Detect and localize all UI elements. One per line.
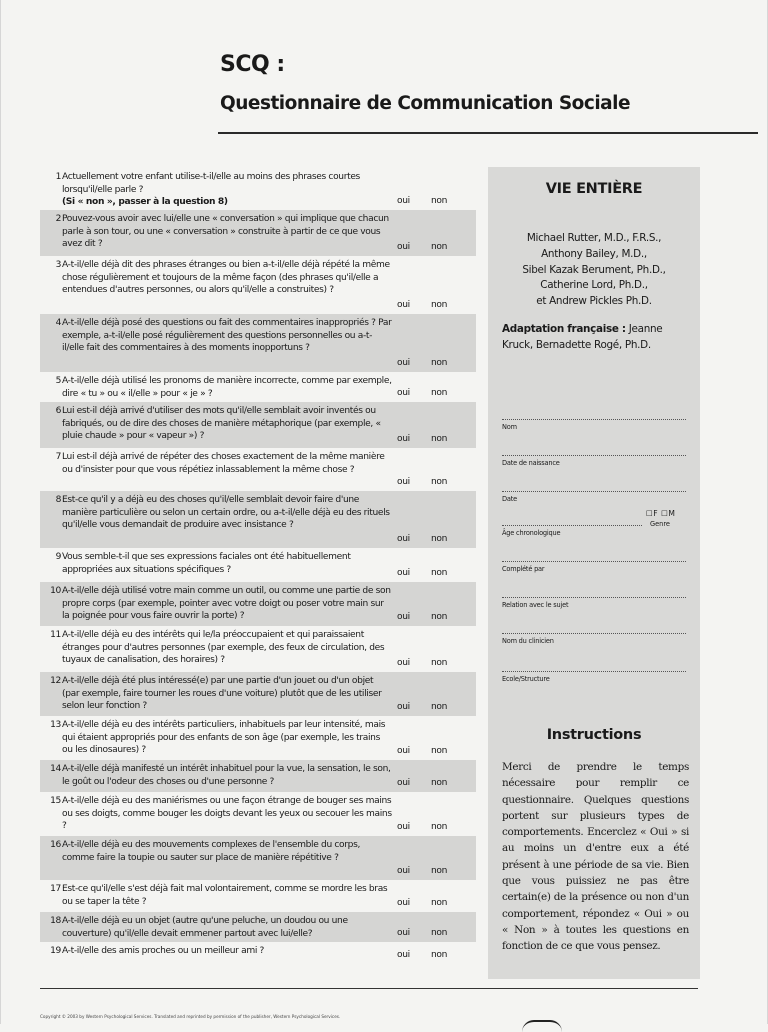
adaptation-label: Adaptation française :	[502, 323, 626, 335]
answer-oui[interactable]: oui	[397, 300, 410, 311]
adaptation-names: Jeanne Kruck, Bernadette Rogé, Ph.D.	[502, 323, 663, 351]
question-number: 6	[55, 406, 61, 416]
question-number: 13	[50, 720, 61, 730]
answer-oui[interactable]: oui	[397, 746, 410, 757]
field-label: Date de naissance	[502, 459, 560, 467]
question-text: Vous semble-t-il que ses expressions faciales ont été habituellement appropriées aux situations spécifiques ?	[62, 552, 351, 575]
answer-non[interactable]: non	[431, 300, 448, 311]
sex-label: Genre	[650, 520, 670, 528]
answer-non[interactable]: non	[431, 388, 448, 399]
question-number: 12	[50, 676, 61, 686]
footer-divider	[40, 988, 698, 989]
question-number: 17	[50, 884, 61, 894]
question-text: A-t-il/elle déjà eu des intérêts qui le/la préoccupaient et qui paraissaient étranges pour d'autres personnes (par exemple, des feux de circulation, des tuyaux de canalisation, des horaires) ?	[62, 630, 385, 666]
question-row	[40, 548, 476, 582]
answer-non[interactable]: non	[431, 434, 448, 445]
school-field[interactable]	[502, 651, 686, 683]
answer-oui[interactable]: oui	[397, 568, 410, 579]
question-number: 1	[55, 172, 61, 182]
answer-oui[interactable]: oui	[397, 778, 410, 789]
question-number: 2	[55, 214, 61, 224]
question-text: A-t-il/elle déjà dit des phrases étranges ou bien a-t-il/elle déjà répété la même chose régulièrement et toujours de la même façon (des phrases qu'il/elle a entendues d'autres personnes, ou alors qu'il/elle a construites) ?	[62, 260, 390, 296]
instructions-text: Merci de prendre le temps nécessaire pour remplir ce questionnaire. Quelques questions portent sur plusieurs types de comportements. Encerclez « Oui » si au moins un d'entre eux a été présent à une période de sa vie. Bien que vous puissiez ne pas être certain(e) de la présence ou non d'un comportement, répondez « Oui » ou « Non » à toutes les questions en fonction de ce que vous pensez.	[502, 761, 689, 953]
field-label: Complété par	[502, 565, 545, 573]
answer-oui[interactable]: oui	[397, 196, 410, 207]
question-row	[40, 672, 476, 716]
question-number: 18	[50, 916, 61, 926]
question-number: 8	[55, 495, 61, 505]
field-label: Relation avec le sujet	[502, 601, 569, 609]
answer-non[interactable]: non	[431, 612, 448, 623]
age-field[interactable]	[502, 505, 642, 537]
copyright-notice: Copyright © 2003 by Western Psychological Services. Translated and reprinted by permission of the publisher, Western Psychological Services.	[40, 1014, 341, 1019]
author-line: Sibel Kazak Berument, Ph.D.,	[522, 263, 666, 276]
answer-oui[interactable]: oui	[397, 242, 410, 253]
question-text: A-t-il/elle déjà posé des questions ou fait des commentaires inappropriés ? Par exemple, a-t-il/elle posé régulièrement des questions personnelles ou a-t-il/elle fait des commentaires à des moments inopportuns ?	[62, 318, 392, 354]
question-row	[40, 912, 476, 942]
question-row	[40, 942, 476, 964]
field-label: Nom du clinicien	[502, 637, 554, 645]
answer-oui[interactable]: oui	[397, 658, 410, 669]
question-number: 16	[50, 840, 61, 850]
answer-non[interactable]: non	[431, 702, 448, 713]
sidebar-heading: VIE ENTIÈRE	[545, 181, 643, 197]
answer-non[interactable]: non	[431, 928, 448, 939]
answer-oui[interactable]: oui	[397, 928, 410, 939]
question-row	[40, 256, 476, 314]
question-row	[40, 491, 476, 548]
question-number: 19	[50, 946, 61, 956]
field-label: Date	[502, 495, 517, 503]
page-subtitle: Questionnaire de Communication Sociale	[220, 93, 631, 114]
answer-oui[interactable]: oui	[397, 822, 410, 833]
question-number: 15	[50, 796, 61, 806]
answer-non[interactable]: non	[431, 866, 448, 877]
question-row	[40, 582, 476, 626]
info-sidebar	[488, 167, 700, 979]
answer-non[interactable]: non	[431, 778, 448, 789]
title-divider	[218, 132, 758, 134]
answer-non[interactable]: non	[431, 534, 448, 545]
name-field[interactable]	[502, 399, 686, 431]
answer-non[interactable]: non	[431, 242, 448, 253]
question-list	[40, 168, 476, 964]
question-row	[40, 760, 476, 792]
question-number: 10	[50, 586, 61, 596]
question-number: 14	[50, 764, 61, 774]
question-row	[40, 402, 476, 448]
answer-oui[interactable]: oui	[397, 866, 410, 877]
answer-non[interactable]: non	[431, 568, 448, 579]
answer-non[interactable]: non	[431, 477, 448, 488]
answer-oui[interactable]: oui	[397, 388, 410, 399]
answer-oui[interactable]: oui	[397, 950, 410, 961]
answer-oui[interactable]: oui	[397, 477, 410, 488]
question-row	[40, 210, 476, 256]
question-row	[40, 626, 476, 672]
question-row	[40, 880, 476, 912]
question-text: A-t-il/elle déjà eu des mouvements complexes de l'ensemble du corps, comme faire la toupie ou sauter sur place de manière répétitive ?	[62, 840, 361, 863]
question-row	[40, 372, 476, 402]
question-number: 4	[55, 318, 61, 328]
clinician-field[interactable]	[502, 613, 686, 645]
question-text: Est-ce qu'il/elle s'est déjà fait mal volontairement, comme se mordre les bras ou se taper la tête ?	[62, 884, 388, 907]
author-line: Michael Rutter, M.D., F.R.S.,	[526, 232, 662, 244]
question-text: A-t-il/elle déjà utilisé votre main comme un outil, ou comme une partie de son propre corps (par exemple, pointer avec votre doigt ou poser votre main sur la poignée pour vous faire ouvrir la porte) ?	[62, 586, 391, 622]
question-row	[40, 792, 476, 836]
field-label: Ecole/Structure	[502, 675, 550, 683]
answer-non[interactable]: non	[431, 196, 448, 207]
question-number: 3	[55, 260, 61, 270]
question-text: A-t-il/elle déjà manifesté un intérêt inhabituel pour la vue, la sensation, le son, le goût ou l'odeur des choses ou d'une personne ?	[62, 764, 391, 787]
question-number: 5	[55, 376, 61, 386]
question-row	[40, 314, 476, 372]
birthdate-field[interactable]	[502, 435, 686, 467]
question-text: Pouvez-vous avoir avec lui/elle une « conversation » qui implique que chacun parle à son tour, ou une « conversation » construite à partir de ce que vous avez dit ?	[62, 214, 389, 250]
question-text: A-t-il/elle déjà eu des intérêts particuliers, inhabituels par leur intensité, mais qui étaient appropriés pour des enfants de son âge (par exemple, les trains ou les dinosaures) ?	[62, 720, 386, 756]
question-number: 9	[55, 552, 61, 562]
page-title: SCQ :	[220, 52, 285, 77]
question-text: A-t-il/elle déjà utilisé les pronoms de manière incorrecte, comme par exemple, dire « tu » ou « il/elle » pour « je » ?	[62, 376, 392, 399]
question-row	[40, 836, 476, 880]
author-list	[488, 231, 700, 310]
question-row	[40, 716, 476, 760]
question-text: A-t-il/elle déjà eu des maniérismes ou une façon étrange de bouger ses mains ou ses doigts, comme bouger les doigts devant les yeux ou secouer les mains ?	[62, 796, 392, 832]
answer-non[interactable]: non	[431, 950, 448, 961]
answer-non[interactable]: non	[431, 358, 448, 369]
question-row	[40, 168, 476, 210]
sex-checkboxes[interactable]: ☐F ☐M	[646, 509, 676, 518]
field-label: Nom	[502, 423, 517, 431]
author-line: Anthony Bailey, M.D.,	[541, 247, 647, 260]
answer-non[interactable]: non	[431, 658, 448, 669]
question-text: Lui est-il déjà arrivé de répéter des choses exactement de la même manière ou d'insister pour que vous répétiez inlassablement la même chose ?	[62, 452, 385, 475]
date-field[interactable]	[502, 471, 686, 503]
answer-oui[interactable]: oui	[397, 434, 410, 445]
answer-non[interactable]: non	[431, 898, 448, 909]
question-text: A-t-il/elle déjà eu un objet (autre qu'une peluche, un doudou ou une couverture) qu'il/elle devait emmener partout avec lui/elle?	[62, 916, 348, 939]
field-label: Âge chronologique	[502, 529, 561, 537]
question-text: Est-ce qu'il y a déjà eu des choses qu'il/elle semblait devoir faire d'une manière particulière ou selon un certain ordre, ou a-t-il/elle déjà eu des rituels qu'il/elle vous demandait de produire avec insistance ?	[62, 495, 390, 531]
question-text: A-t-il/elle déjà été plus intéressé(e) par une partie d'un jouet ou d'un objet (par exemple, faire tourner les roues d'une voiture) plutôt que de les utiliser selon leur fonction ?	[62, 676, 382, 712]
answer-non[interactable]: non	[431, 822, 448, 833]
instructions-heading: Instructions	[546, 727, 642, 743]
question-text: Lui est-il déjà arrivé d'utiliser des mots qu'il/elle semblait avoir inventés ou fabriqués, ou de dire des choses de manière métaphorique (par exemple, « pluie chaude » pour « vapeur ») ?	[62, 406, 381, 442]
answer-oui[interactable]: oui	[397, 702, 410, 713]
answer-oui[interactable]: oui	[397, 358, 410, 369]
adaptation-credit	[502, 322, 692, 353]
question-number: 7	[55, 452, 61, 462]
answer-non[interactable]: non	[431, 746, 448, 757]
relation-field[interactable]	[502, 577, 686, 609]
question-number: 11	[50, 630, 61, 640]
author-line: Catherine Lord, Ph.D.,	[540, 279, 648, 292]
answer-oui[interactable]: oui	[397, 534, 410, 545]
question-text: A-t-il/elle des amis proches ou un meilleur ami ?	[62, 946, 265, 956]
answer-oui[interactable]: oui	[397, 612, 410, 623]
question-note: (Si « non », passer à la question 8)	[62, 197, 228, 208]
answer-oui[interactable]: oui	[397, 898, 410, 909]
author-line: et Andrew Pickles Ph.D.	[536, 295, 652, 308]
completed-by-field[interactable]	[502, 541, 686, 573]
page-tab-mark	[522, 1020, 562, 1032]
question-row	[40, 448, 476, 491]
question-text: Actuellement votre enfant utilise-t-il/elle au moins des phrases courtes lorsqu'il/elle parle ? (Si « non », passer à la question 8)	[62, 172, 360, 208]
